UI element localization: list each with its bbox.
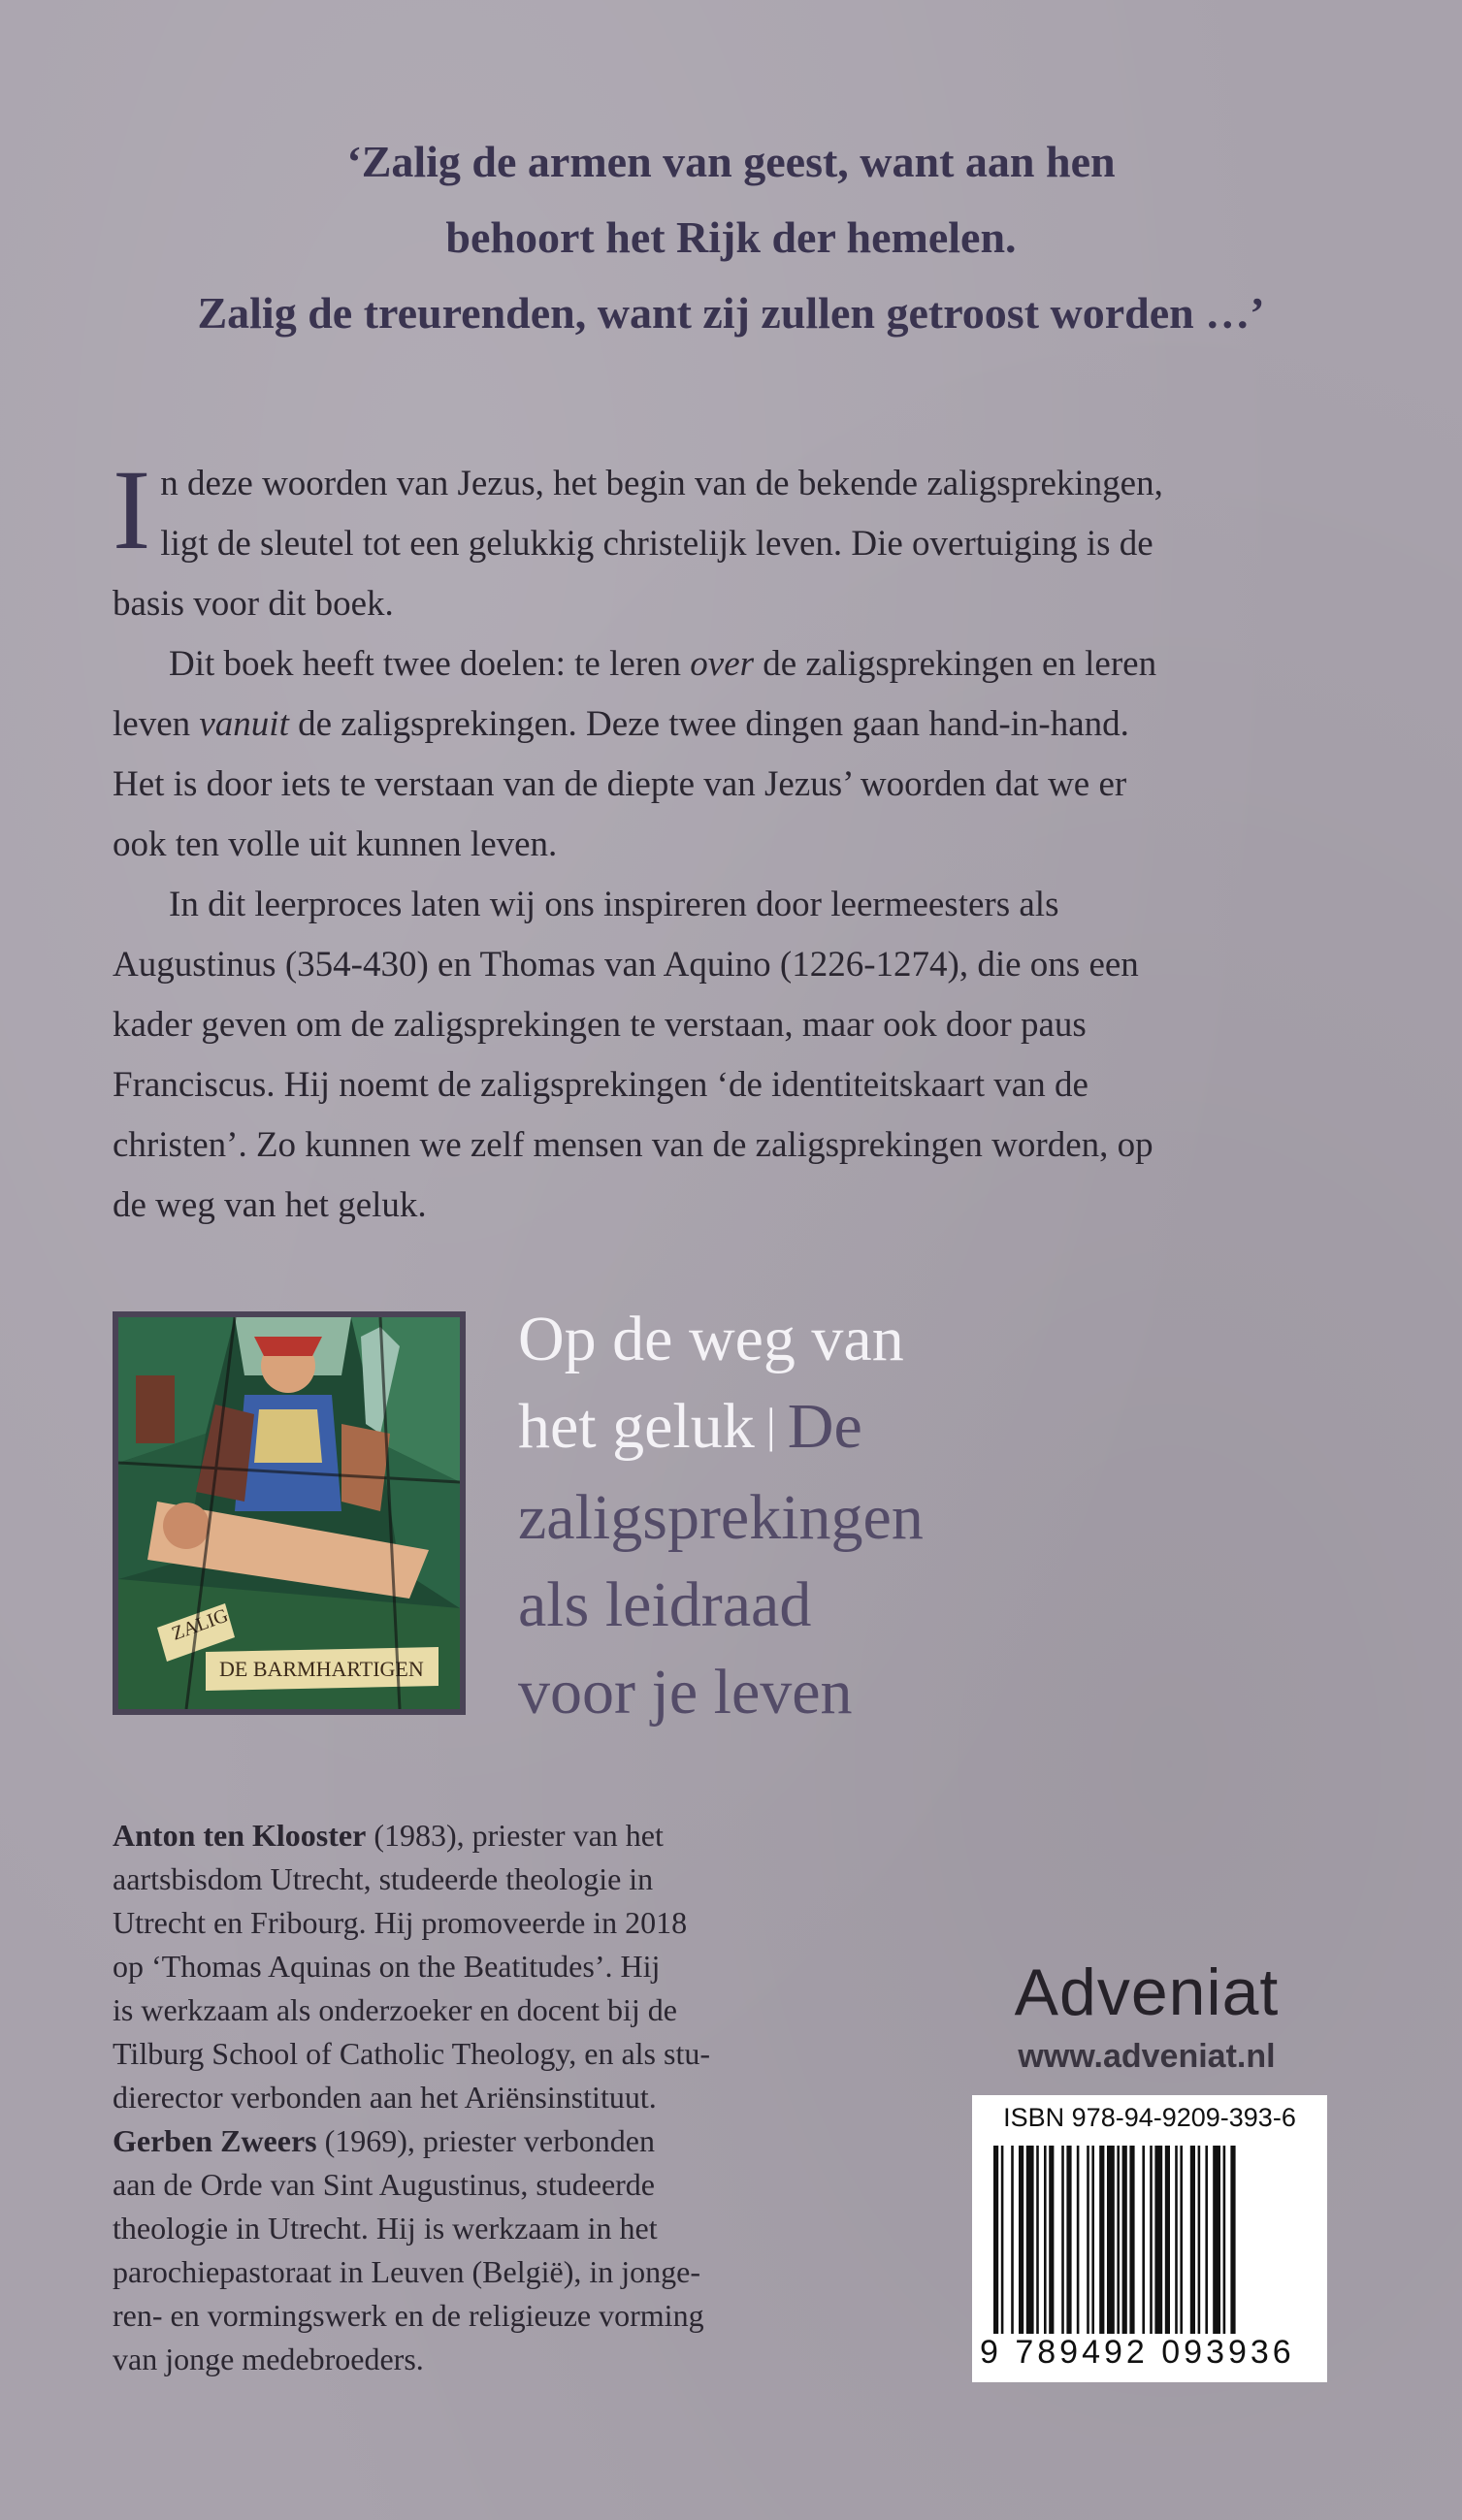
subtitle-line: als leidraad bbox=[518, 1569, 812, 1640]
text-span: (1983), priester van het bbox=[366, 1818, 664, 1853]
bio-line: van jonge medebroeders. bbox=[113, 2342, 424, 2376]
title-separator: | bbox=[765, 1398, 776, 1452]
barcode-bar bbox=[993, 2146, 998, 2334]
text-line bbox=[113, 634, 1335, 695]
barcode-bar bbox=[1117, 2146, 1120, 2334]
bio-line: dierector verbonden aan het Ariënsinstituut. bbox=[113, 2080, 657, 2115]
blurb-text bbox=[113, 446, 1335, 1236]
emphasis: vanuit bbox=[199, 704, 289, 744]
barcode-bar bbox=[1036, 2146, 1039, 2334]
ean-digits: 9 789492 093936 bbox=[980, 2334, 1295, 2371]
barcode-bar bbox=[1107, 2146, 1115, 2334]
bio-line bbox=[113, 1814, 869, 1858]
barcode-bar bbox=[1230, 2146, 1235, 2334]
bio-line: is werkzaam als onderzoeker en docent bij de bbox=[113, 1992, 677, 2027]
text-line: n deze woorden van Jezus, het begin van de bekende zaligsprekingen, bbox=[160, 464, 1163, 503]
barcode-bar bbox=[1019, 2146, 1023, 2334]
text-line: de weg van het geluk. bbox=[113, 1185, 427, 1225]
barcode-bar bbox=[1001, 2146, 1004, 2334]
book-title bbox=[518, 1296, 1430, 1736]
text-line: kader geven om de zaligsprekingen te verstaan, maar ook door paus bbox=[113, 1005, 1087, 1045]
quote-line: ‘Zalig de armen van geest, want aan hen bbox=[346, 137, 1116, 186]
author-name: Anton ten Klooster bbox=[113, 1818, 367, 1853]
title-text: het geluk bbox=[518, 1391, 755, 1462]
text-line: ook ten volle uit kunnen leven. bbox=[113, 824, 558, 864]
barcode-bar bbox=[1175, 2146, 1178, 2334]
barcode-bar bbox=[1129, 2146, 1134, 2334]
bio-line: aartsbisdom Utrecht, studeerde theologie in bbox=[113, 1861, 654, 1896]
barcode-bar bbox=[1180, 2146, 1183, 2334]
paragraph-2 bbox=[113, 634, 1335, 875]
bio-line: aan de Orde van Sint Augustinus, studeerde bbox=[113, 2167, 655, 2202]
barcode-bar bbox=[1223, 2146, 1226, 2334]
isbn-barcode bbox=[972, 2095, 1327, 2382]
publisher-logo bbox=[991, 1954, 1302, 2082]
text-span: de zaligsprekingen en leren bbox=[754, 644, 1157, 684]
text-line: Het is door iets te verstaan van de diepte van Jezus’ woorden dat we er bbox=[113, 764, 1127, 804]
text-span: leven bbox=[113, 704, 200, 744]
stained-glass-illustration bbox=[118, 1317, 460, 1709]
quote-line: Zalig de treurenden, want zij zullen getroost worden …’ bbox=[197, 288, 1265, 338]
text-span: (1969), priester verbonden bbox=[316, 2123, 655, 2158]
barcode-bar bbox=[1165, 2146, 1170, 2334]
barcode-bar bbox=[1190, 2146, 1195, 2334]
title-line bbox=[518, 1383, 1430, 1474]
barcode-bar bbox=[1087, 2146, 1089, 2334]
barcode-bar bbox=[1091, 2146, 1094, 2334]
text-line: Augustinus (354-430) en Thomas van Aquino (1226-1274), die ons een bbox=[113, 945, 1139, 985]
barcode-bar bbox=[1213, 2146, 1220, 2334]
text-line: christen’. Zo kunnen we zelf mensen van de zaligsprekingen worden, op bbox=[113, 1125, 1153, 1165]
text-line: In dit leerproces laten wij ons inspireren door leermeesters als bbox=[169, 885, 1059, 924]
bio-line: parochiepastoraat in Leuven (België), in jonge- bbox=[113, 2254, 700, 2289]
drop-cap: I bbox=[113, 446, 151, 573]
text-line bbox=[113, 695, 1335, 755]
author-bio bbox=[113, 1814, 869, 2381]
text-line: ligt de sleutel tot een gelukkig christelijk leven. Die overtuiging is de bbox=[160, 524, 1153, 564]
subtitle-line: voor je leven bbox=[518, 1657, 853, 1728]
barcode-bar bbox=[1044, 2146, 1047, 2334]
barcode-bar bbox=[1142, 2146, 1145, 2334]
subtitle-line: zaligsprekingen bbox=[518, 1482, 924, 1553]
barcode-bar bbox=[1150, 2146, 1153, 2334]
ean-number bbox=[972, 2334, 1335, 2372]
barcode-bar bbox=[1026, 2146, 1034, 2334]
paragraph-1 bbox=[113, 446, 1335, 634]
text-line: Franciscus. Hij noemt de zaligsprekingen ‘de identiteitskaart van de bbox=[113, 1065, 1088, 1105]
banner-text-barmhartigen: DE BARMHARTIGEN bbox=[219, 1657, 424, 1681]
barcode-bar bbox=[1066, 2146, 1071, 2334]
emphasis: over bbox=[690, 644, 755, 684]
bio-line: Tilburg School of Catholic Theology, en als stu- bbox=[113, 2036, 710, 2071]
isbn-number: ISBN 978-94-9209-393-6 bbox=[1003, 2103, 1296, 2132]
stained-glass-image bbox=[113, 1311, 466, 1715]
barcode-bar bbox=[1122, 2146, 1127, 2334]
barcode-bar bbox=[1205, 2146, 1208, 2334]
text-span: de zaligsprekingen. Deze twee dingen gaan hand-in-hand. bbox=[288, 704, 1129, 744]
publisher-name: Adveniat bbox=[1014, 1955, 1280, 2029]
paragraph-3 bbox=[113, 875, 1335, 1236]
quote-line: behoort het Rijk der hemelen. bbox=[445, 212, 1017, 262]
bio-line: ren- en vormingswerk en de religieuze vorming bbox=[113, 2298, 704, 2333]
bio-line bbox=[113, 2119, 869, 2163]
subtitle-text: De bbox=[787, 1391, 862, 1462]
text-span: Dit boek heeft twee doelen: te leren bbox=[169, 644, 691, 684]
barcode-bar bbox=[1049, 2146, 1054, 2334]
banner-text-zalig: ZALIG bbox=[169, 1604, 232, 1645]
barcode-bar bbox=[1154, 2146, 1162, 2334]
barcode-bar bbox=[1077, 2146, 1080, 2334]
bio-line: theologie in Utrecht. Hij is werkzaam in het bbox=[113, 2211, 658, 2245]
barcode-bar bbox=[1099, 2146, 1104, 2334]
bio-line: Utrecht en Fribourg. Hij promoveerde in 2018 bbox=[113, 1905, 688, 1940]
text-line: basis voor dit boek. bbox=[113, 584, 394, 624]
beatitude-quote bbox=[0, 124, 1462, 351]
barcode-bar bbox=[1061, 2146, 1064, 2334]
barcode-bar bbox=[1011, 2146, 1014, 2334]
author-name: Gerben Zweers bbox=[113, 2123, 317, 2158]
publisher-url: www.adveniat.nl bbox=[1018, 2038, 1276, 2075]
bio-line: op ‘Thomas Aquinas on the Beatitudes’. Hij bbox=[113, 1949, 661, 1984]
barcode-bars bbox=[993, 2146, 1314, 2334]
barcode-bar bbox=[1198, 2146, 1201, 2334]
title-line: Op de weg van bbox=[518, 1304, 904, 1374]
